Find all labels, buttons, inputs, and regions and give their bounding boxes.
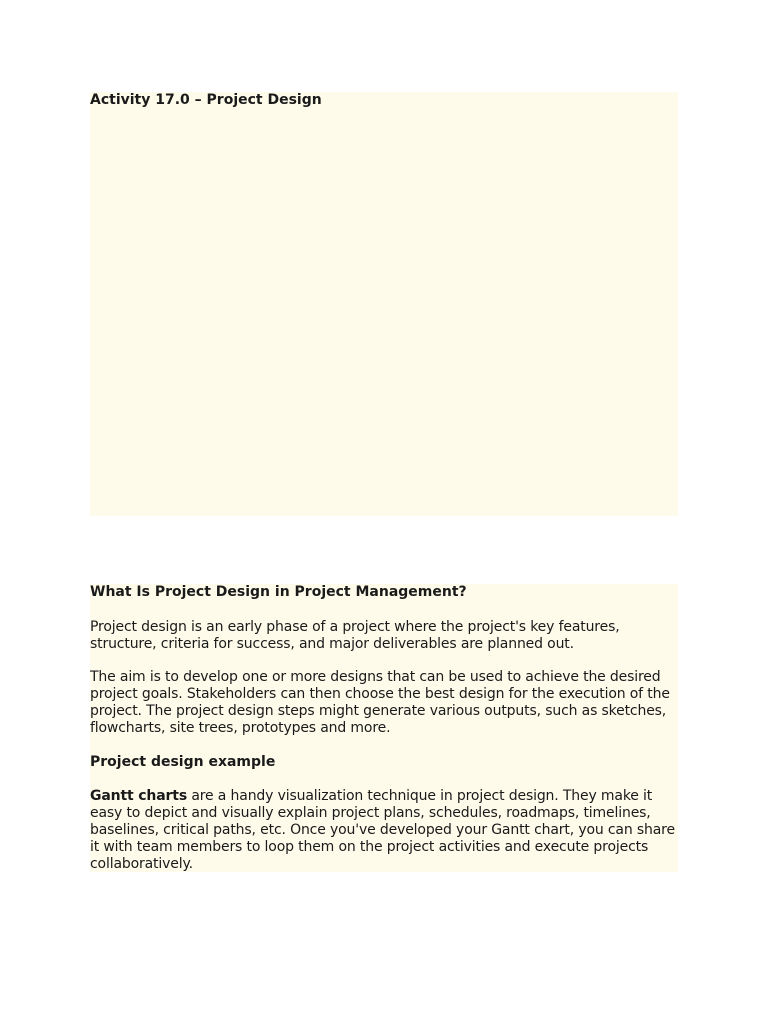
paragraph-gantt bbox=[90, 788, 680, 873]
section-heading: What Is Project Design in Project Management? bbox=[90, 584, 467, 600]
activity-title: Activity 17.0 – Project Design bbox=[90, 92, 322, 108]
gantt-charts-term: Gantt charts bbox=[90, 788, 188, 804]
paragraph-intro: Project design is an early phase of a project where the project's key features, structure, criteria for success, and major deliverables are planned out. bbox=[90, 619, 620, 652]
paragraph-gantt-text: are a handy visualization technique in project design. They make it easy to depict and visually explain project plans, schedules, roadmaps, timelines, baselines, critical paths, etc. Once you've developed your Gantt chart, you can share it with team members to loop them on the project activities and execute projects collaboratively. bbox=[90, 788, 675, 872]
content-panel bbox=[90, 584, 678, 872]
activity-panel bbox=[90, 92, 678, 516]
paragraph-aim: The aim is to develop one or more designs that can be used to achieve the desired project goals. Stakeholders can then choose the best design for the execution of the project. The project design steps might generate various outputs, such as sketches, flowcharts, site trees, prototypes and more. bbox=[90, 669, 670, 736]
example-heading: Project design example bbox=[90, 754, 276, 770]
